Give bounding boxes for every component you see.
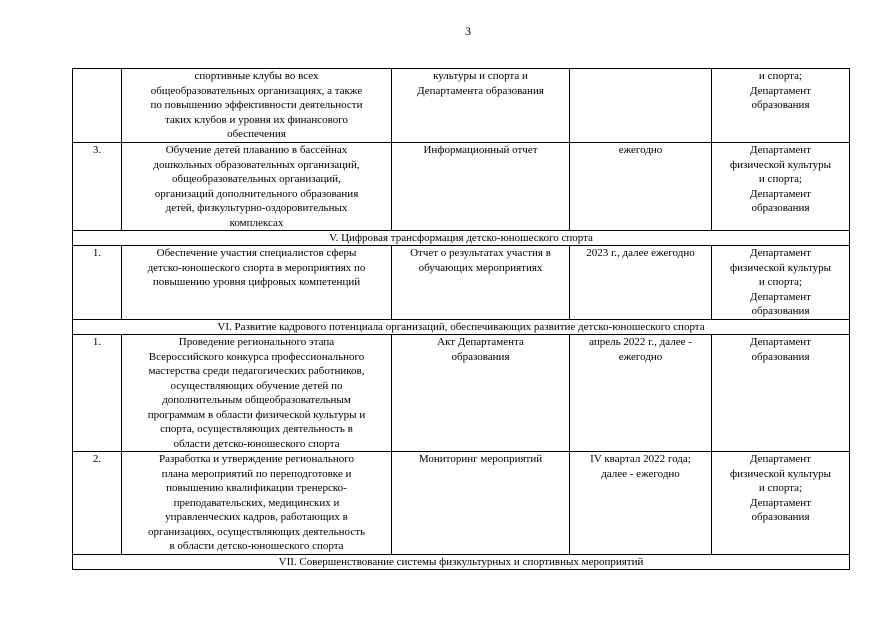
item-number xyxy=(73,69,122,143)
plan-table xyxy=(72,68,850,570)
section-title: V. Цифровая трансформация детско-юношеского спорта xyxy=(73,231,850,246)
result-cell xyxy=(392,452,570,555)
cell-line: и спорта; xyxy=(758,276,803,288)
cell-line: Департамент xyxy=(749,187,811,200)
cell-line: общеобразовательных организациях, а также xyxy=(150,84,363,97)
cell-line: программам в области физической культуры и xyxy=(147,408,366,421)
cell-line: таких клубов и уровня их финансового xyxy=(164,113,349,126)
cell-line: Департамент xyxy=(749,144,811,156)
result-cell xyxy=(392,335,570,452)
cell-line: плана мероприятий по переподготовке и xyxy=(161,467,352,480)
cell-line: Мониторинг мероприятий xyxy=(418,453,543,465)
cell-line: 2023 г., далее ежегодно xyxy=(586,247,695,259)
activity-cell xyxy=(122,246,392,320)
activity-cell xyxy=(122,335,392,452)
cell-line: физической культуры xyxy=(729,158,832,171)
cell-line: осуществляющих обучение детей по xyxy=(170,379,343,392)
cell-line: Всероссийского конкурса профессионального xyxy=(148,350,365,363)
section-title: VI. Развитие кадрового потенциала организаций, обеспечивающих развитие детско-юношеского спорта xyxy=(73,320,850,335)
cell-line: в области детско-юношеского спорта xyxy=(169,540,344,552)
cell-line: управленческих кадров, работающих в xyxy=(165,511,348,523)
cell-line: Департамент xyxy=(749,84,811,97)
cell-line: Разработка и утверждение регионального xyxy=(158,453,354,465)
result-cell xyxy=(392,143,570,231)
cell-line: образования xyxy=(751,305,810,317)
cell-line: Департамент xyxy=(749,453,811,465)
item-number: 1. xyxy=(73,246,122,320)
table-row xyxy=(73,452,850,555)
cell-line: образования xyxy=(751,99,810,111)
cell-line: Департамент xyxy=(749,336,811,348)
responsible-cell xyxy=(712,143,850,231)
cell-line: мастерства среди педагогических работников, xyxy=(148,365,365,377)
section-row xyxy=(73,231,850,246)
cell-line: Департамента образования xyxy=(417,84,544,97)
cell-line: физической культуры xyxy=(729,467,832,480)
responsible-cell xyxy=(712,335,850,452)
cell-line: детско-юношеского спорта в мероприятиях по xyxy=(147,261,366,274)
activity-cell xyxy=(122,69,392,143)
cell-line: обучающих мероприятиях xyxy=(418,261,543,274)
section-row xyxy=(73,320,850,335)
cell-line: повышению квалификации тренерско- xyxy=(166,482,347,494)
cell-line: и спорта; xyxy=(758,70,803,82)
deadline-cell xyxy=(570,246,712,320)
cell-line: дошкольных образовательных организаций, xyxy=(153,158,360,171)
responsible-cell xyxy=(712,246,850,320)
table-row xyxy=(73,335,850,452)
cell-line: и спорта; xyxy=(758,173,803,185)
result-cell xyxy=(392,246,570,320)
deadline-cell xyxy=(570,143,712,231)
section-row xyxy=(73,554,850,569)
cell-line: Департамент xyxy=(749,290,811,303)
cell-line: и спорта; xyxy=(758,482,803,494)
deadline-cell xyxy=(570,69,712,143)
cell-line: образования xyxy=(751,202,810,214)
responsible-cell xyxy=(712,69,850,143)
table-row xyxy=(73,246,850,320)
cell-line: спорта, осуществляющих деятельность в xyxy=(160,423,353,435)
deadline-cell xyxy=(570,335,712,452)
cell-line: Акт Департамента xyxy=(437,336,524,348)
cell-line: комплексах xyxy=(229,216,284,229)
cell-line: обеспечения xyxy=(227,128,286,140)
responsible-cell xyxy=(712,452,850,555)
cell-line: преподавательских, медицинских и xyxy=(173,496,340,509)
cell-line: Департамент xyxy=(749,247,811,259)
cell-line: образования xyxy=(751,511,810,523)
activity-cell xyxy=(122,143,392,231)
table-row xyxy=(73,69,850,143)
item-number: 1. xyxy=(73,335,122,452)
section-title: VII. Совершенствование системы физкультурных и спортивных мероприятий xyxy=(73,554,850,569)
cell-line: спортивные клубы во всех xyxy=(194,70,319,82)
cell-line: Информационный отчет xyxy=(423,144,538,156)
cell-line: Проведение регионального этапа xyxy=(178,336,335,348)
cell-line: организаций дополнительного образования xyxy=(154,187,359,200)
deadline-cell xyxy=(570,452,712,555)
cell-line: организациях, осуществляющих деятельность xyxy=(147,525,366,538)
cell-line: Обеспечение участия специалистов сферы xyxy=(156,247,357,259)
cell-line: физической культуры xyxy=(729,261,832,274)
cell-line: ежегодно xyxy=(618,144,663,156)
cell-line: IV квартал 2022 года; xyxy=(590,453,691,465)
activity-cell xyxy=(122,452,392,555)
page-number: 3 xyxy=(465,24,471,38)
cell-line: культуры и спорта и xyxy=(433,70,528,82)
cell-line: образования xyxy=(751,350,810,363)
cell-line: Обучение детей плаванию в бассейнах xyxy=(165,144,348,156)
cell-line: по повышению эффективности деятельности xyxy=(150,99,363,111)
cell-line: апрель 2022 г., далее - xyxy=(589,336,692,348)
cell-line: образования xyxy=(451,350,510,363)
cell-line: Департамент xyxy=(749,496,811,509)
cell-line: ежегодно xyxy=(618,350,663,363)
cell-line: детей, физкультурно-оздоровительных xyxy=(165,202,348,214)
cell-line: дополнительным общеобразовательным xyxy=(162,394,351,406)
result-cell xyxy=(392,69,570,143)
item-number: 3. xyxy=(73,143,122,231)
table-row xyxy=(73,143,850,231)
cell-line: далее - ежегодно xyxy=(601,467,680,480)
cell-line: повышению уровня цифровых компетенций xyxy=(152,276,361,288)
cell-line: области детско-юношеского спорта xyxy=(173,437,340,450)
item-number: 2. xyxy=(73,452,122,555)
cell-line: общеобразовательных организаций, xyxy=(172,173,341,185)
cell-line: Отчет о результатах участия в xyxy=(410,247,551,259)
